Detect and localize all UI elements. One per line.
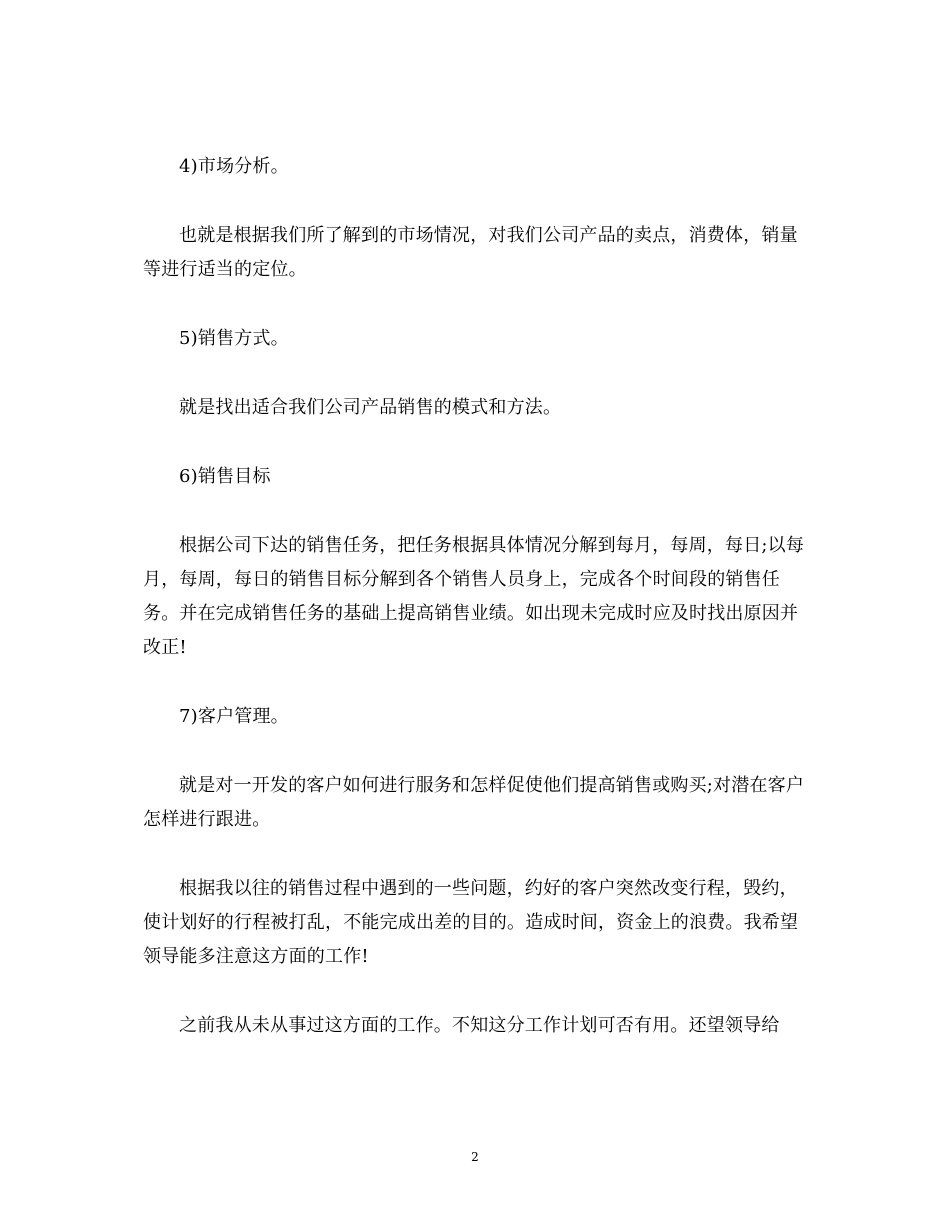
document-body xyxy=(143,150,811,1043)
paragraph-customer-management: 就是对一开发的客户如何进行服务和怎样促使他们提高销售或购买;对潜在客户怎样进行跟进。 xyxy=(143,775,805,830)
paragraph-closing: 之前我从未从事过这方面的工作。不知这分工作计划可否有用。还望领导给 xyxy=(179,1015,780,1036)
paragraph-sales-target: 根据公司下达的销售任务，把任务根据具体情况分解到每月，每周，每日;以每月，每周，每日的销售目标分解到各个销售人员身上，完成各个时间段的销售任务。并在完成销售任务的基础上提高销售业绩。如出现未完成时应及时找出原因并改正! xyxy=(143,535,805,658)
section-heading-sales-target: 6)销售目标 xyxy=(179,466,271,487)
section-heading-customer-management: 7)客户管理。 xyxy=(179,706,289,727)
section-heading-market-analysis: 4)市场分析。 xyxy=(179,156,289,177)
paragraph-market-analysis: 也就是根据我们所了解到的市场情况，对我们公司产品的卖点，消费体，销量等进行适当的定位。 xyxy=(143,225,798,280)
page-number: 2 xyxy=(471,1150,479,1164)
section-heading-sales-method: 5)销售方式。 xyxy=(179,328,289,349)
paragraph-past-issues: 根据我以往的销售过程中遇到的一些问题，约好的客户突然改变行程，毁约，使计划好的行程被打乱，不能完成出差的目的。造成时间，资金上的浪费。我希望领导能多注意这方面的工作! xyxy=(143,878,799,967)
paragraph-sales-method: 就是找出适合我们公司产品销售的模式和方法。 xyxy=(179,397,562,418)
